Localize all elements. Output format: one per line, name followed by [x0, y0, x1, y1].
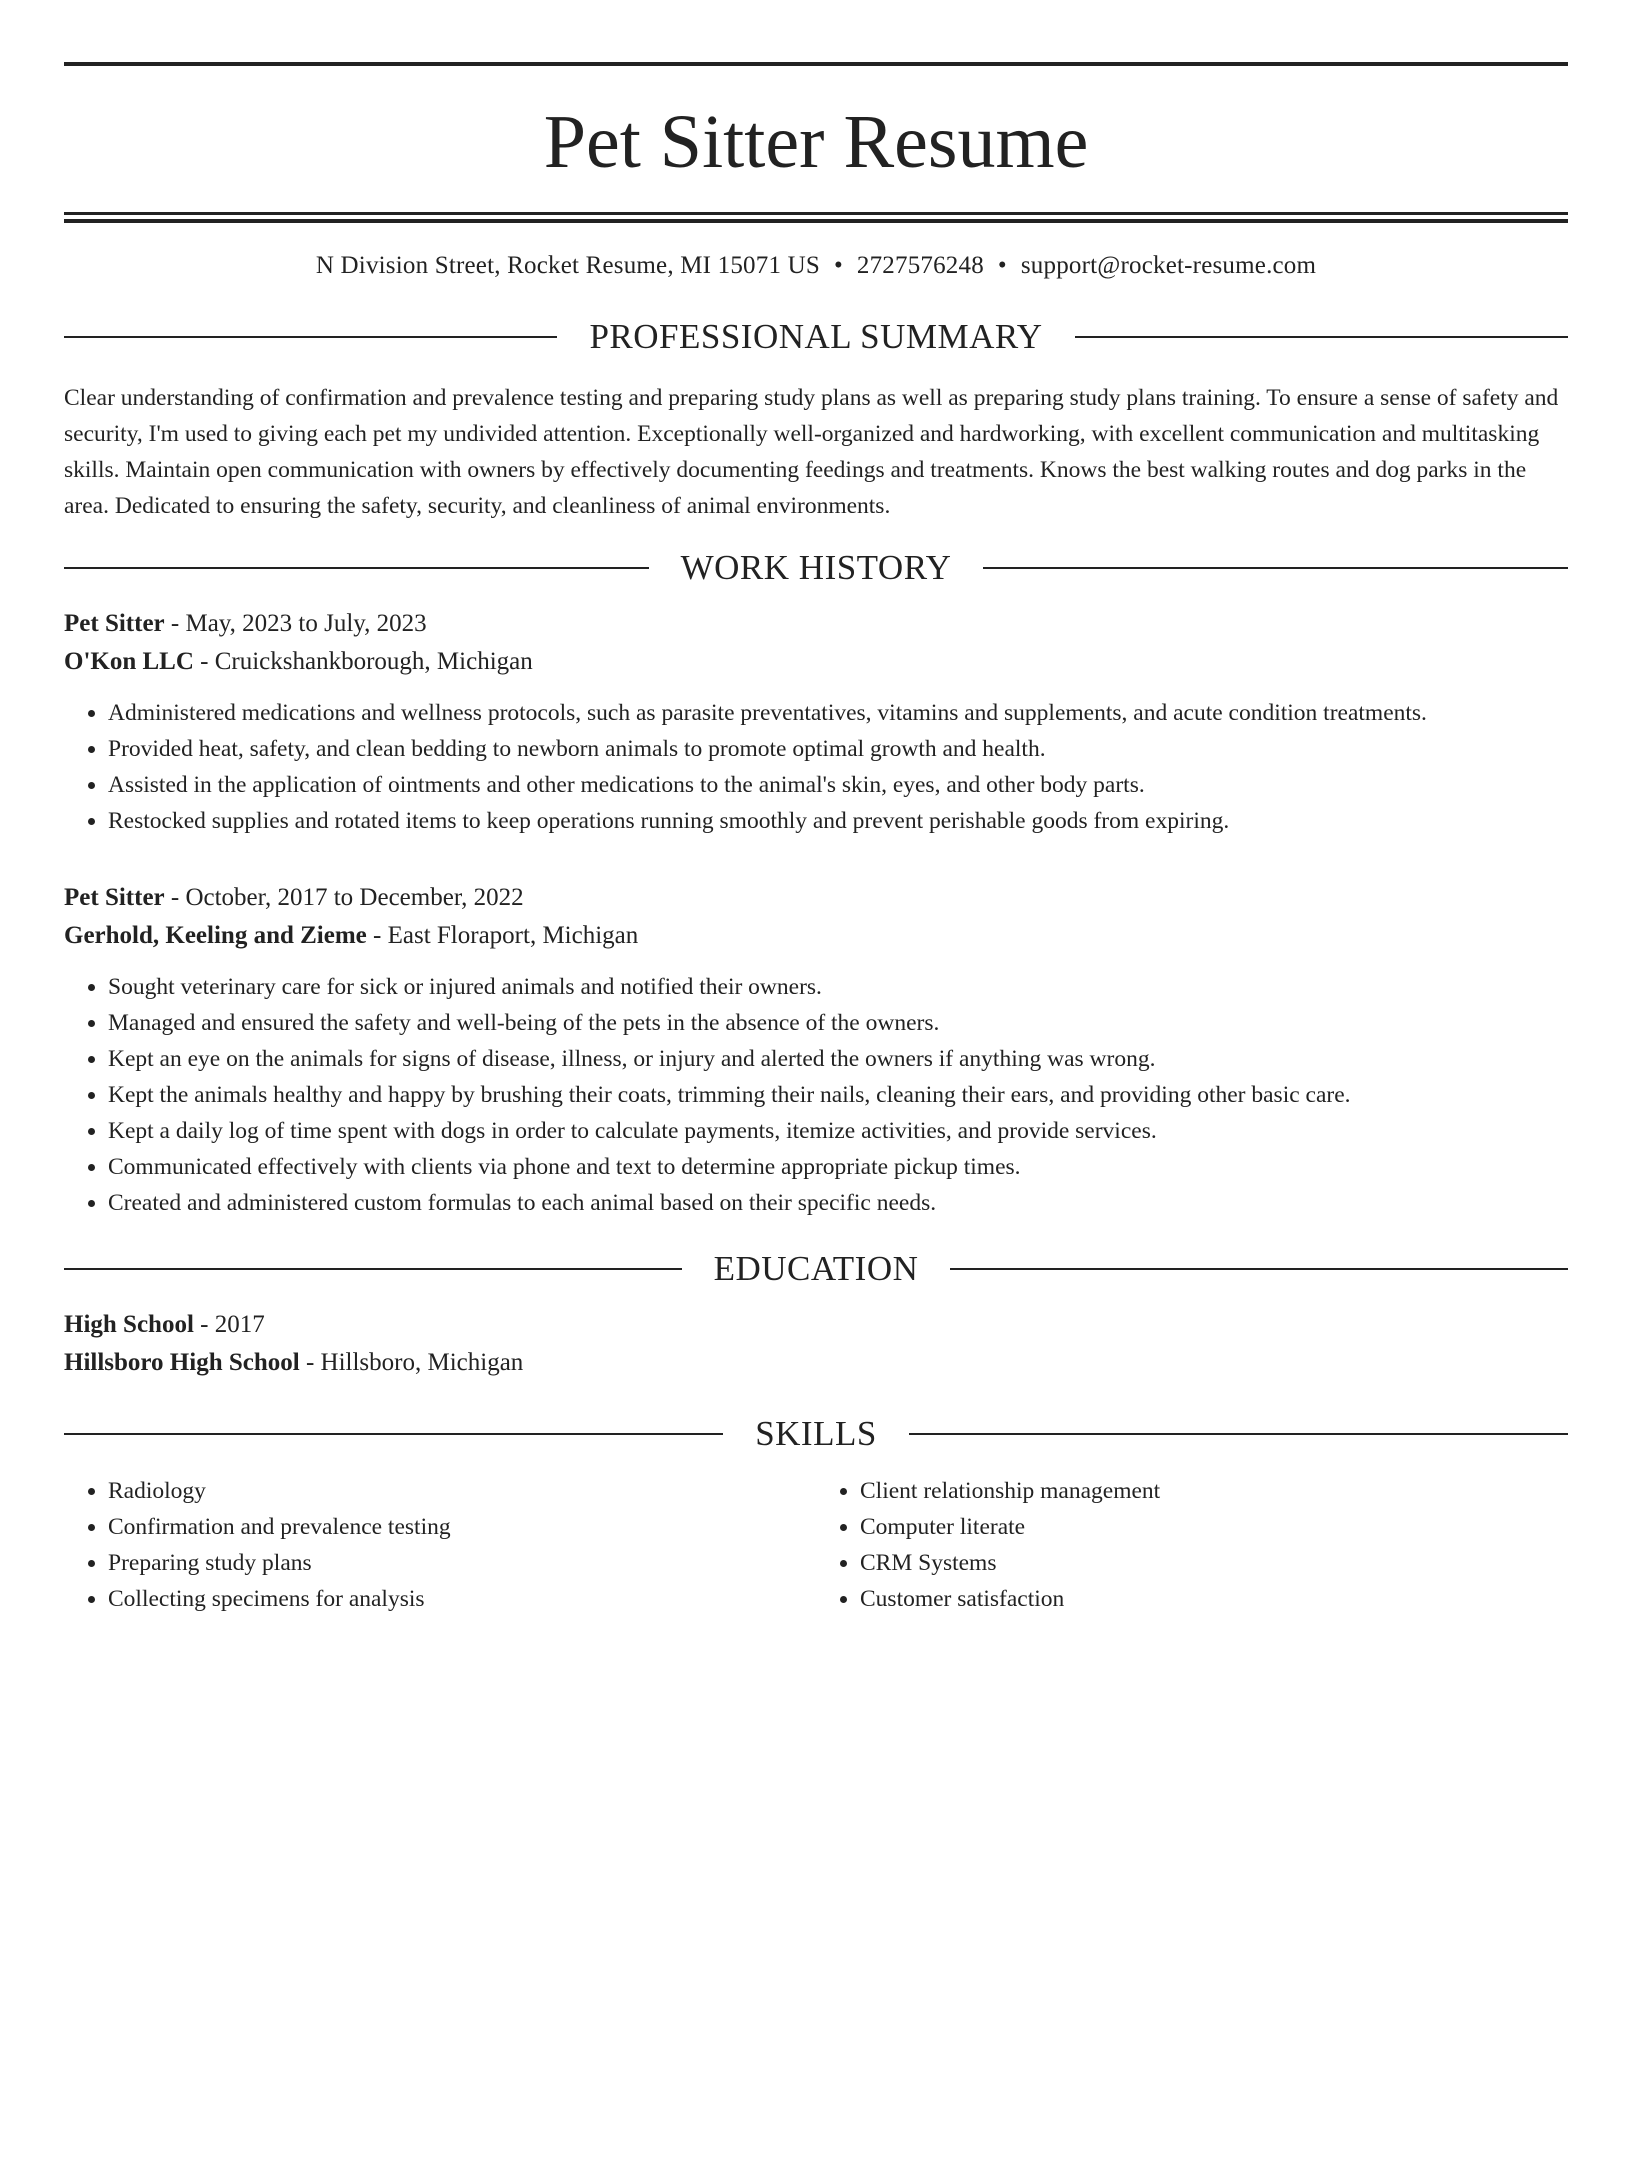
list-item: • CRM Systems	[860, 1545, 1568, 1581]
contact-email: support@rocket-resume.com	[1020, 252, 1317, 279]
contact-phone: 2727576248	[856, 252, 984, 279]
summary-text: Clear understanding of confirmation and prevalence testing and preparing study plans as well as preparing study plans training. To ensure a sense of safety and security, I'm used to giving each pet my undivided attention. Exceptionally well-organized and hardworking, with excellent communication and multitasking skills. Maintain open communication with owners by effectively documenting feedings and treatments. Knows the best walking routes and dog parks in the area. Dedicated to ensuring the safety, security, and cleanliness of animal environments.	[64, 385, 1559, 519]
job-company: Gerhold, Keeling and Zieme	[64, 922, 367, 949]
list-item: • Kept an eye on the animals for signs of disease, illness, or injury and alerted the owners if anything was wrong.	[108, 1041, 1568, 1077]
job-bullets	[64, 969, 1568, 1221]
education-school: Hillsboro High School	[64, 1349, 300, 1376]
list-item: • Radiology	[108, 1473, 816, 1509]
list-item: • Computer literate	[860, 1509, 1568, 1545]
heading-rule-left	[64, 336, 557, 338]
contact-address: N Division Street, Rocket Resume, MI 15071 US	[315, 252, 820, 279]
job-entry-2	[64, 879, 1568, 1221]
heading-rule-right	[983, 567, 1568, 569]
heading-rule-left	[64, 1433, 723, 1435]
job-bullets	[64, 695, 1568, 839]
education-entry	[64, 1306, 1568, 1382]
job-title-line	[64, 605, 1568, 643]
education-school-line	[64, 1344, 1568, 1382]
list-item: • Administered medications and wellness protocols, such as parasite preventatives, vitamins and supplements, and acute condition treatments.	[108, 695, 1568, 731]
skills-columns	[64, 1473, 1568, 1617]
section-heading-skills	[64, 1416, 1568, 1451]
skills-list-left	[64, 1473, 816, 1617]
section-title-summary: PROFESSIONAL SUMMARY	[589, 317, 1043, 356]
section-heading-work	[64, 550, 1568, 585]
education-degree: High School	[64, 1311, 194, 1338]
list-item: • Kept the animals healthy and happy by brushing their coats, trimming their nails, cleaning their ears, and providing other basic care.	[108, 1077, 1568, 1113]
section-heading-education	[64, 1251, 1568, 1286]
section-title-education: EDUCATION	[713, 1249, 919, 1288]
list-item: • Collecting specimens for analysis	[108, 1581, 816, 1617]
list-item: • Restocked supplies and rotated items to keep operations running smoothly and prevent perishable goods from expiring.	[108, 803, 1568, 839]
job-location: - Cruickshankborough, Michigan	[193, 648, 533, 675]
job-location: - East Floraport, Michigan	[366, 922, 639, 949]
job-dates: - May, 2023 to July, 2023	[164, 610, 427, 637]
job-title: Pet Sitter	[64, 610, 165, 637]
job-company: O'Kon LLC	[64, 648, 194, 675]
job-company-line	[64, 917, 1568, 955]
job-title-line	[64, 879, 1568, 917]
job-entry-1	[64, 605, 1568, 839]
list-item: • Provided heat, safety, and clean bedding to newborn animals to promote optimal growth and health.	[108, 731, 1568, 767]
contact-line	[64, 251, 1568, 281]
contact-separator: •	[997, 252, 1007, 279]
title-double-rule	[64, 212, 1568, 223]
list-item: • Preparing study plans	[108, 1545, 816, 1581]
section-title-skills: SKILLS	[755, 1414, 877, 1453]
job-company-line	[64, 643, 1568, 681]
list-item: • Sought veterinary care for sick or injured animals and notified their owners.	[108, 969, 1568, 1005]
heading-rule-left	[64, 1268, 682, 1270]
heading-rule-right	[950, 1268, 1568, 1270]
section-title-work: WORK HISTORY	[680, 548, 952, 587]
list-item: • Communicated effectively with clients via phone and text to determine appropriate pickup times.	[108, 1149, 1568, 1185]
contact-separator: •	[833, 252, 843, 279]
top-rule	[64, 62, 1568, 66]
list-item: • Kept a daily log of time spent with dogs in order to calculate payments, itemize activities, and provide services.	[108, 1113, 1568, 1149]
page-title: Pet Sitter Resume	[543, 100, 1089, 184]
list-item: • Managed and ensured the safety and well-being of the pets in the absence of the owners.	[108, 1005, 1568, 1041]
section-heading-summary	[64, 319, 1568, 354]
job-title: Pet Sitter	[64, 884, 165, 911]
skills-list-right	[816, 1473, 1568, 1617]
heading-rule-left	[64, 567, 649, 569]
heading-rule-right	[909, 1433, 1568, 1435]
heading-rule-right	[1075, 336, 1568, 338]
list-item: • Created and administered custom formulas to each animal based on their specific needs.	[108, 1185, 1568, 1221]
list-item: • Assisted in the application of ointments and other medications to the animal's skin, eyes, and other body parts.	[108, 767, 1568, 803]
list-item: • Client relationship management	[860, 1473, 1568, 1509]
education-location: - Hillsboro, Michigan	[299, 1349, 524, 1376]
job-dates: - October, 2017 to December, 2022	[164, 884, 524, 911]
education-degree-line	[64, 1306, 1568, 1344]
list-item: • Customer satisfaction	[860, 1581, 1568, 1617]
list-item: • Confirmation and prevalence testing	[108, 1509, 816, 1545]
resume-page	[0, 62, 1632, 2174]
education-year: - 2017	[193, 1311, 265, 1338]
